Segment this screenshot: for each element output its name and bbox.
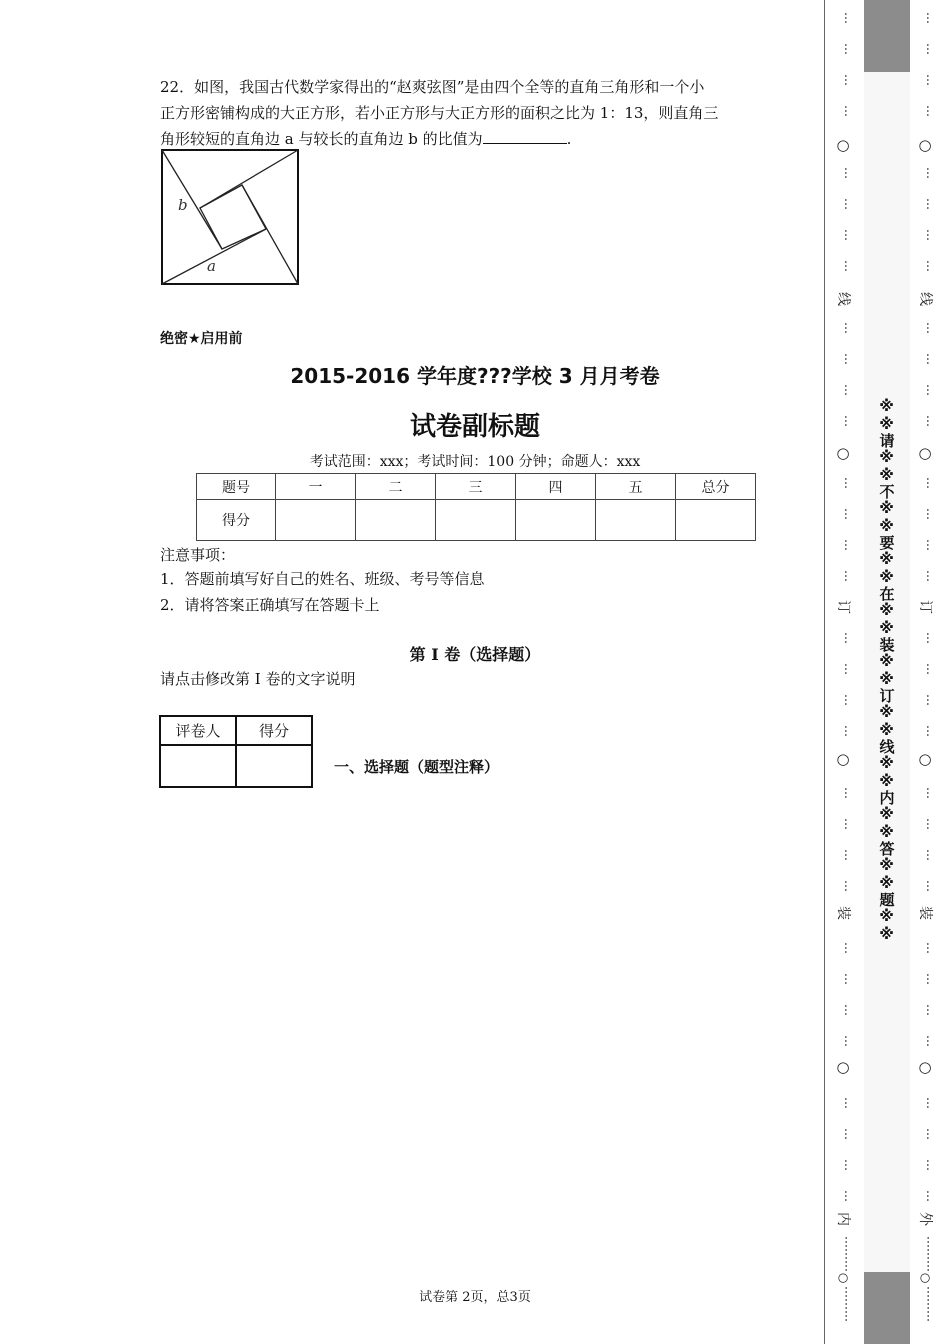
volume-title: 第 I 卷（选择题） xyxy=(409,645,541,664)
binding-outer-dots: … xyxy=(924,74,938,85)
exam-subtitle: 试卷副标题 xyxy=(409,412,540,442)
binding-inner-dots: … xyxy=(842,353,856,364)
grader-table-body xyxy=(160,745,312,787)
binding-inner-char: 内 xyxy=(835,1212,851,1226)
page-footer: 试卷第 2页，总3页 xyxy=(419,1290,531,1305)
score-header-cell: 总分 xyxy=(676,474,756,500)
binding-inner-dots: … xyxy=(842,1159,856,1170)
binding-inner-dots: … xyxy=(842,43,856,54)
binding-column-inner xyxy=(830,0,856,1344)
binding-outer-char: 线 xyxy=(917,292,933,306)
binding-outer-circle: ○ xyxy=(918,136,932,154)
grader-table-header xyxy=(160,716,312,745)
binding-inner-circle: ○ xyxy=(836,444,850,462)
score-cell[interactable] xyxy=(676,500,756,541)
binding-gray-bottom xyxy=(864,1272,910,1344)
binding-inner-dots: … xyxy=(842,1190,856,1201)
question-22-line-2: 正方形密铺构成的大正方形，若小正方形与大正方形的面积之比为 1：13，则直角三 xyxy=(160,104,719,122)
binding-outer-dots: … xyxy=(924,415,938,426)
binding-inner-dots: … xyxy=(842,74,856,85)
binding-outer-dots: … xyxy=(924,787,938,798)
score-header-cell: 一 xyxy=(276,474,356,500)
binding-outer-dots: … xyxy=(924,477,938,488)
binding-outer-dots: … xyxy=(924,1004,938,1015)
grader-cell[interactable] xyxy=(160,745,236,787)
label-b: b xyxy=(178,196,188,214)
binding-inner-char: 装 xyxy=(835,906,851,920)
binding-inner-dots: … xyxy=(842,415,856,426)
binding-outer-dots: … xyxy=(924,1159,938,1170)
score-header-cell: 三 xyxy=(436,474,516,500)
binding-inner-dots: … xyxy=(842,880,856,891)
score-table-header-row xyxy=(197,474,756,500)
score-header-cell: 题号 xyxy=(197,474,276,500)
score-cell[interactable] xyxy=(356,500,436,541)
binding-outer-dots: … xyxy=(924,198,938,209)
binding-inner-dots: … xyxy=(842,1035,856,1046)
binding-inner-dots: … xyxy=(842,105,856,116)
section-title: 一、选择题（题型注释） xyxy=(334,758,500,776)
binding-outer-dots: … xyxy=(924,942,938,953)
binding-outer-dots: … xyxy=(924,663,938,674)
binding-outer-dots: … xyxy=(924,322,938,333)
binding-inner-char: 线 xyxy=(835,292,851,306)
question-22 xyxy=(160,74,792,152)
binding-inner-dots: … xyxy=(842,725,856,736)
binding-inner-bottom-sequence: ………○……… xyxy=(836,1236,850,1322)
binding-inner-dots: … xyxy=(842,849,856,860)
binding-outer-circle: ○ xyxy=(918,1058,932,1076)
binding-outer-dots: … xyxy=(924,1190,938,1201)
hypotenuse-left-diagonal xyxy=(162,150,222,249)
inner-square xyxy=(200,185,266,249)
note-item: 1．答题前填写好自己的姓名、班级、考号等信息 xyxy=(160,570,485,588)
binding-outer-dots: … xyxy=(924,260,938,271)
binding-warning-text: ※※请※※不※※要※※在※※装※※订※※线※※内※※答※※题※※ xyxy=(877,397,896,943)
binding-inner-circle: ○ xyxy=(836,1058,850,1076)
binding-inner-dots: … xyxy=(842,1128,856,1139)
binding-gray-top xyxy=(864,0,910,72)
zhao-shuang-diagram xyxy=(160,148,302,288)
binding-inner-circle: ○ xyxy=(836,750,850,768)
score-table xyxy=(196,473,756,541)
binding-inner-dots: … xyxy=(842,632,856,643)
binding-inner-dots: … xyxy=(842,384,856,395)
binding-inner-circle: ○ xyxy=(836,136,850,154)
binding-outer-dots: … xyxy=(924,849,938,860)
binding-outer-dots: … xyxy=(924,539,938,550)
label-a: a xyxy=(207,257,216,275)
exam-title: 2015-2016 学年度???学校 3 月月考卷 xyxy=(290,364,660,388)
binding-inner-dots: … xyxy=(842,539,856,550)
binding-inner-dots: … xyxy=(842,1097,856,1108)
answer-blank[interactable] xyxy=(483,129,567,144)
binding-inner-dots: … xyxy=(842,1004,856,1015)
note-item: 2．请将答案正确填写在答题卡上 xyxy=(160,596,380,614)
score-header-cell: 四 xyxy=(516,474,596,500)
outer-square xyxy=(162,150,298,284)
score-cell[interactable] xyxy=(276,500,356,541)
question-22-line-3-text: 角形较短的直角边 a 与较长的直角边 b 的比值为 xyxy=(160,130,483,148)
score-cell[interactable] xyxy=(436,500,516,541)
binding-outer-dots: … xyxy=(924,694,938,705)
binding-inner-dots: … xyxy=(842,198,856,209)
binding-column-outer xyxy=(912,0,938,1344)
binding-outer-dots: … xyxy=(924,384,938,395)
binding-outer-dots: … xyxy=(924,880,938,891)
exam-info: 考试范围：xxx；考试时间：100 分钟；命题人：xxx xyxy=(309,454,641,470)
binding-inner-dots: … xyxy=(842,570,856,581)
binding-line xyxy=(824,0,825,1344)
binding-outer-dots: … xyxy=(924,167,938,178)
score-cell[interactable] xyxy=(596,500,676,541)
binding-outer-circle: ○ xyxy=(918,444,932,462)
binding-inner-dots: … xyxy=(842,260,856,271)
secret-label: 绝密★启用前 xyxy=(160,331,243,347)
binding-inner-char: 订 xyxy=(835,600,851,614)
binding-outer-dots: … xyxy=(924,1128,938,1139)
binding-inner-dots: … xyxy=(842,12,856,23)
binding-inner-dots: … xyxy=(842,167,856,178)
binding-outer-dots: … xyxy=(924,725,938,736)
question-22-period: . xyxy=(566,130,572,148)
score-header-cell: 五 xyxy=(596,474,676,500)
score-cell[interactable] xyxy=(516,500,596,541)
binding-outer-bottom-sequence: ………○……… xyxy=(918,1236,932,1322)
grader-score-cell[interactable] xyxy=(236,745,312,787)
binding-outer-dots: … xyxy=(924,229,938,240)
grader-table xyxy=(159,715,313,788)
volume-description[interactable]: 请点击修改第 I 卷的文字说明 xyxy=(160,670,356,688)
binding-inner-dots: … xyxy=(842,508,856,519)
binding-outer-dots: … xyxy=(924,508,938,519)
question-22-line-1: 22．如图，我国古代数学家得出的“赵爽弦图”是由四个全等的直角三角形和一个小 xyxy=(160,78,705,96)
binding-outer-dots: … xyxy=(924,570,938,581)
grader-label: 评卷人 xyxy=(160,716,236,745)
binding-outer-dots: … xyxy=(924,1097,938,1108)
binding-inner-dots: … xyxy=(842,787,856,798)
binding-outer-dots: … xyxy=(924,105,938,116)
binding-outer-char: 外 xyxy=(917,1212,933,1226)
score-table-score-row xyxy=(197,500,756,541)
binding-outer-dots: … xyxy=(924,12,938,23)
binding-inner-dots: … xyxy=(842,818,856,829)
binding-inner-dots: … xyxy=(842,694,856,705)
binding-outer-dots: … xyxy=(924,43,938,54)
score-header-cell: 二 xyxy=(356,474,436,500)
binding-inner-dots: … xyxy=(842,322,856,333)
binding-inner-dots: … xyxy=(842,942,856,953)
binding-inner-dots: … xyxy=(842,973,856,984)
score-row-label: 得分 xyxy=(197,500,276,541)
binding-outer-dots: … xyxy=(924,818,938,829)
binding-outer-char: 装 xyxy=(917,906,933,920)
binding-outer-char: 订 xyxy=(917,600,933,614)
binding-outer-dots: … xyxy=(924,973,938,984)
binding-inner-dots: … xyxy=(842,663,856,674)
binding-warning xyxy=(874,360,900,980)
binding-outer-dots: … xyxy=(924,1035,938,1046)
binding-outer-dots: … xyxy=(924,353,938,364)
grader-score-label: 得分 xyxy=(236,716,312,745)
binding-inner-dots: … xyxy=(842,229,856,240)
notes-title: 注意事项： xyxy=(160,546,236,564)
binding-outer-dots: … xyxy=(924,632,938,643)
binding-inner-dots: … xyxy=(842,477,856,488)
binding-outer-circle: ○ xyxy=(918,750,932,768)
